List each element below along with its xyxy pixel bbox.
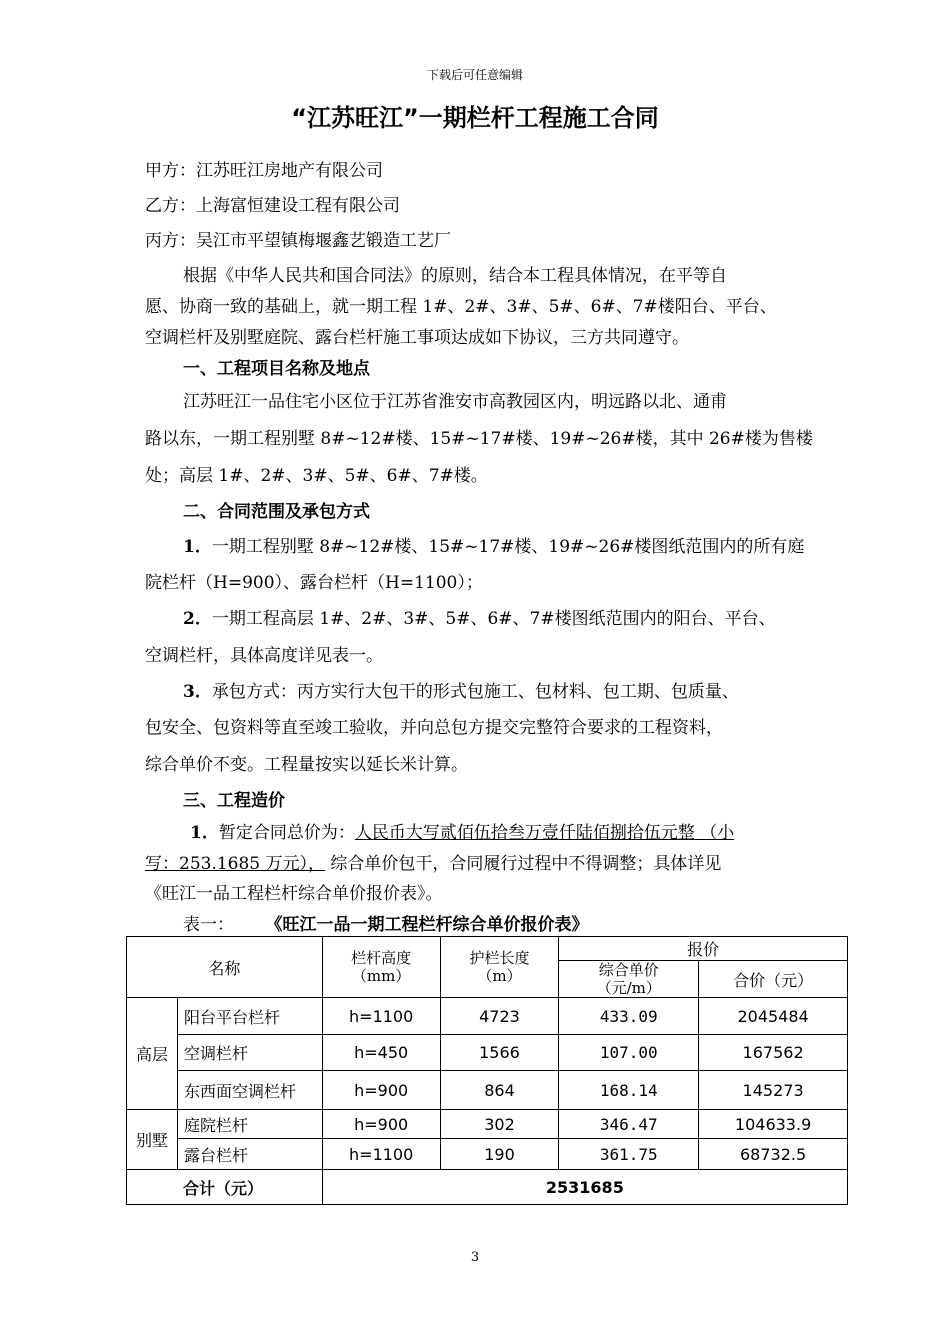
header-length-unit: （m）	[477, 967, 522, 985]
section2-item2-line-2: 空调栏杆，具体高度详见表一。	[145, 646, 383, 666]
table-row	[127, 1035, 848, 1071]
party-c: 丙方：吴江市平望镇梅堰鑫艺锻造工艺厂	[145, 231, 451, 251]
header-length-label: 护栏长度	[469, 949, 530, 967]
cell-name: 空调栏杆	[177, 1035, 322, 1071]
header-unit-price-label: 综合单价	[598, 961, 659, 979]
cell-length: 1566	[440, 1035, 559, 1071]
section3-item1-line-2	[145, 849, 721, 874]
cell-unit-price: 346.47	[559, 1110, 699, 1139]
section2-heading: 二、合同范围及承包方式	[183, 502, 370, 522]
table-row	[127, 1071, 848, 1110]
contract-total-uppercase: 人民币大写贰佰伍拾叁万壹仟陆佰捌拾伍元整 （小	[354, 823, 735, 843]
header-height-label: 栏杆高度	[351, 949, 412, 967]
section2-item3-line-2: 包安全、包资料等直至竣工验收，并向总包方提交完整符合要求的工程资料，	[145, 718, 723, 738]
cell-total: 68732.5	[699, 1139, 848, 1170]
table-caption-title: 《旺江一品一期工程栏杆综合单价报价表》	[274, 915, 589, 935]
header-quote: 报价	[559, 937, 848, 961]
header-total: 合价（元）	[699, 961, 848, 998]
cell-length: 4723	[440, 998, 559, 1035]
section3-item1-line-3: 《旺江一品工程栏杆综合单价报价表》。	[145, 884, 443, 904]
section1-line-1: 江苏旺江一品住宅小区位于江苏省淮安市高教园区内，明远路以北、通甫	[183, 392, 727, 412]
section2-item2-line-1	[183, 604, 776, 629]
item-text: 一期工程高层 1#、2#、3#、5#、6#、7#楼图纸范围内的阳台、平台、	[211, 609, 776, 629]
contract-total-figure: 写：253.1685 万元），	[145, 854, 326, 874]
header-unit-price	[559, 961, 699, 998]
intro-line-1: 根据《中华人民共和国合同法》的原则，结合本工程具体情况，在平等自	[183, 266, 727, 286]
cell-length: 864	[440, 1071, 559, 1110]
section2-item1-line-2: 院栏杆（H=900）、露台栏杆（H=1100）；	[145, 573, 483, 593]
intro-line-3: 空调栏杆及别墅庭院、露台栏杆施工事项达成如下协议，三方共同遵守。	[145, 328, 689, 348]
section1-line-2: 路以东，一期工程别墅 8#~12#楼、15#~17#楼、19#~26#楼，其中 26#楼为售楼	[145, 429, 813, 449]
cell-total: 2045484	[699, 998, 848, 1035]
item-text: 综合单价包干，合同履行过程中不得调整；具体详见	[325, 854, 722, 874]
cell-height: h=900	[322, 1071, 440, 1110]
header-note: 下载后可任意编辑	[426, 68, 523, 82]
section3-item1-line-1	[190, 818, 734, 843]
cell-length: 302	[440, 1110, 559, 1139]
cell-unit-price: 168.14	[559, 1071, 699, 1110]
section2-item3-line-1	[183, 677, 739, 702]
section3-heading: 三、工程造价	[183, 791, 285, 811]
item-text: 暂定合同总价为：	[218, 823, 355, 843]
cell-unit-price: 361.75	[559, 1139, 699, 1170]
header-name: 名称	[127, 937, 323, 998]
section2-item1-line-1	[183, 532, 804, 557]
item-number: 1．	[183, 537, 212, 557]
page-title: “江苏旺江”一期栏杆工程施工合同	[291, 104, 659, 132]
price-table	[126, 936, 848, 1205]
cell-height: h=1100	[322, 998, 440, 1035]
section1-heading: 一、工程项目名称及地点	[183, 359, 370, 379]
section2-item3-line-3: 综合单价不变。工程量按实以延长米计算。	[145, 755, 468, 775]
cell-height: h=450	[322, 1035, 440, 1071]
cell-total: 167562	[699, 1035, 848, 1071]
cell-height: h=900	[322, 1110, 440, 1139]
party-a: 甲方：江苏旺江房地产有限公司	[145, 161, 383, 181]
group-villa: 别墅	[127, 1110, 178, 1170]
cell-length: 190	[440, 1139, 559, 1170]
header-height-unit: （mm）	[351, 967, 411, 985]
table-row	[127, 998, 848, 1035]
cell-total: 145273	[699, 1071, 848, 1110]
item-number: 3．	[183, 682, 212, 702]
section1-line-3: 处；高层 1#、2#、3#、5#、6#、7#楼。	[145, 466, 488, 486]
header-height	[322, 937, 440, 998]
cell-name: 露台栏杆	[177, 1139, 322, 1170]
cell-height: h=1100	[322, 1139, 440, 1170]
item-number: 1．	[190, 823, 219, 843]
sum-label: 合计（元）	[127, 1170, 323, 1205]
page-number: 3	[470, 1250, 480, 1265]
cell-name: 阳台平台栏杆	[177, 998, 322, 1035]
header-unit-price-unit: （元/m）	[596, 979, 661, 997]
table-row	[127, 1110, 848, 1139]
header-length	[440, 937, 559, 998]
cell-unit-price: 433.09	[559, 998, 699, 1035]
table-row	[127, 1139, 848, 1170]
table-caption	[183, 910, 589, 935]
cell-total: 104633.9	[699, 1110, 848, 1139]
cell-name: 庭院栏杆	[177, 1110, 322, 1139]
intro-line-2: 愿、协商一致的基础上，就一期工程 1#、2#、3#、5#、6#、7#楼阳台、平台、	[145, 297, 777, 317]
table-caption-label: 表一：	[183, 915, 234, 935]
party-b: 乙方：上海富恒建设工程有限公司	[145, 196, 400, 216]
sum-value: 2531685	[322, 1170, 847, 1205]
item-text: 承包方式：丙方实行大包干的形式包施工、包材料、包工期、包质量、	[211, 682, 739, 702]
item-number: 2．	[183, 609, 212, 629]
cell-unit-price: 107.00	[559, 1035, 699, 1071]
cell-name: 东西面空调栏杆	[177, 1071, 322, 1110]
group-high: 高层	[127, 998, 178, 1110]
table-sum-row	[127, 1170, 848, 1205]
item-text: 一期工程别墅 8#~12#楼、15#~17#楼、19#~26#楼图纸范围内的所有庭	[211, 537, 805, 557]
